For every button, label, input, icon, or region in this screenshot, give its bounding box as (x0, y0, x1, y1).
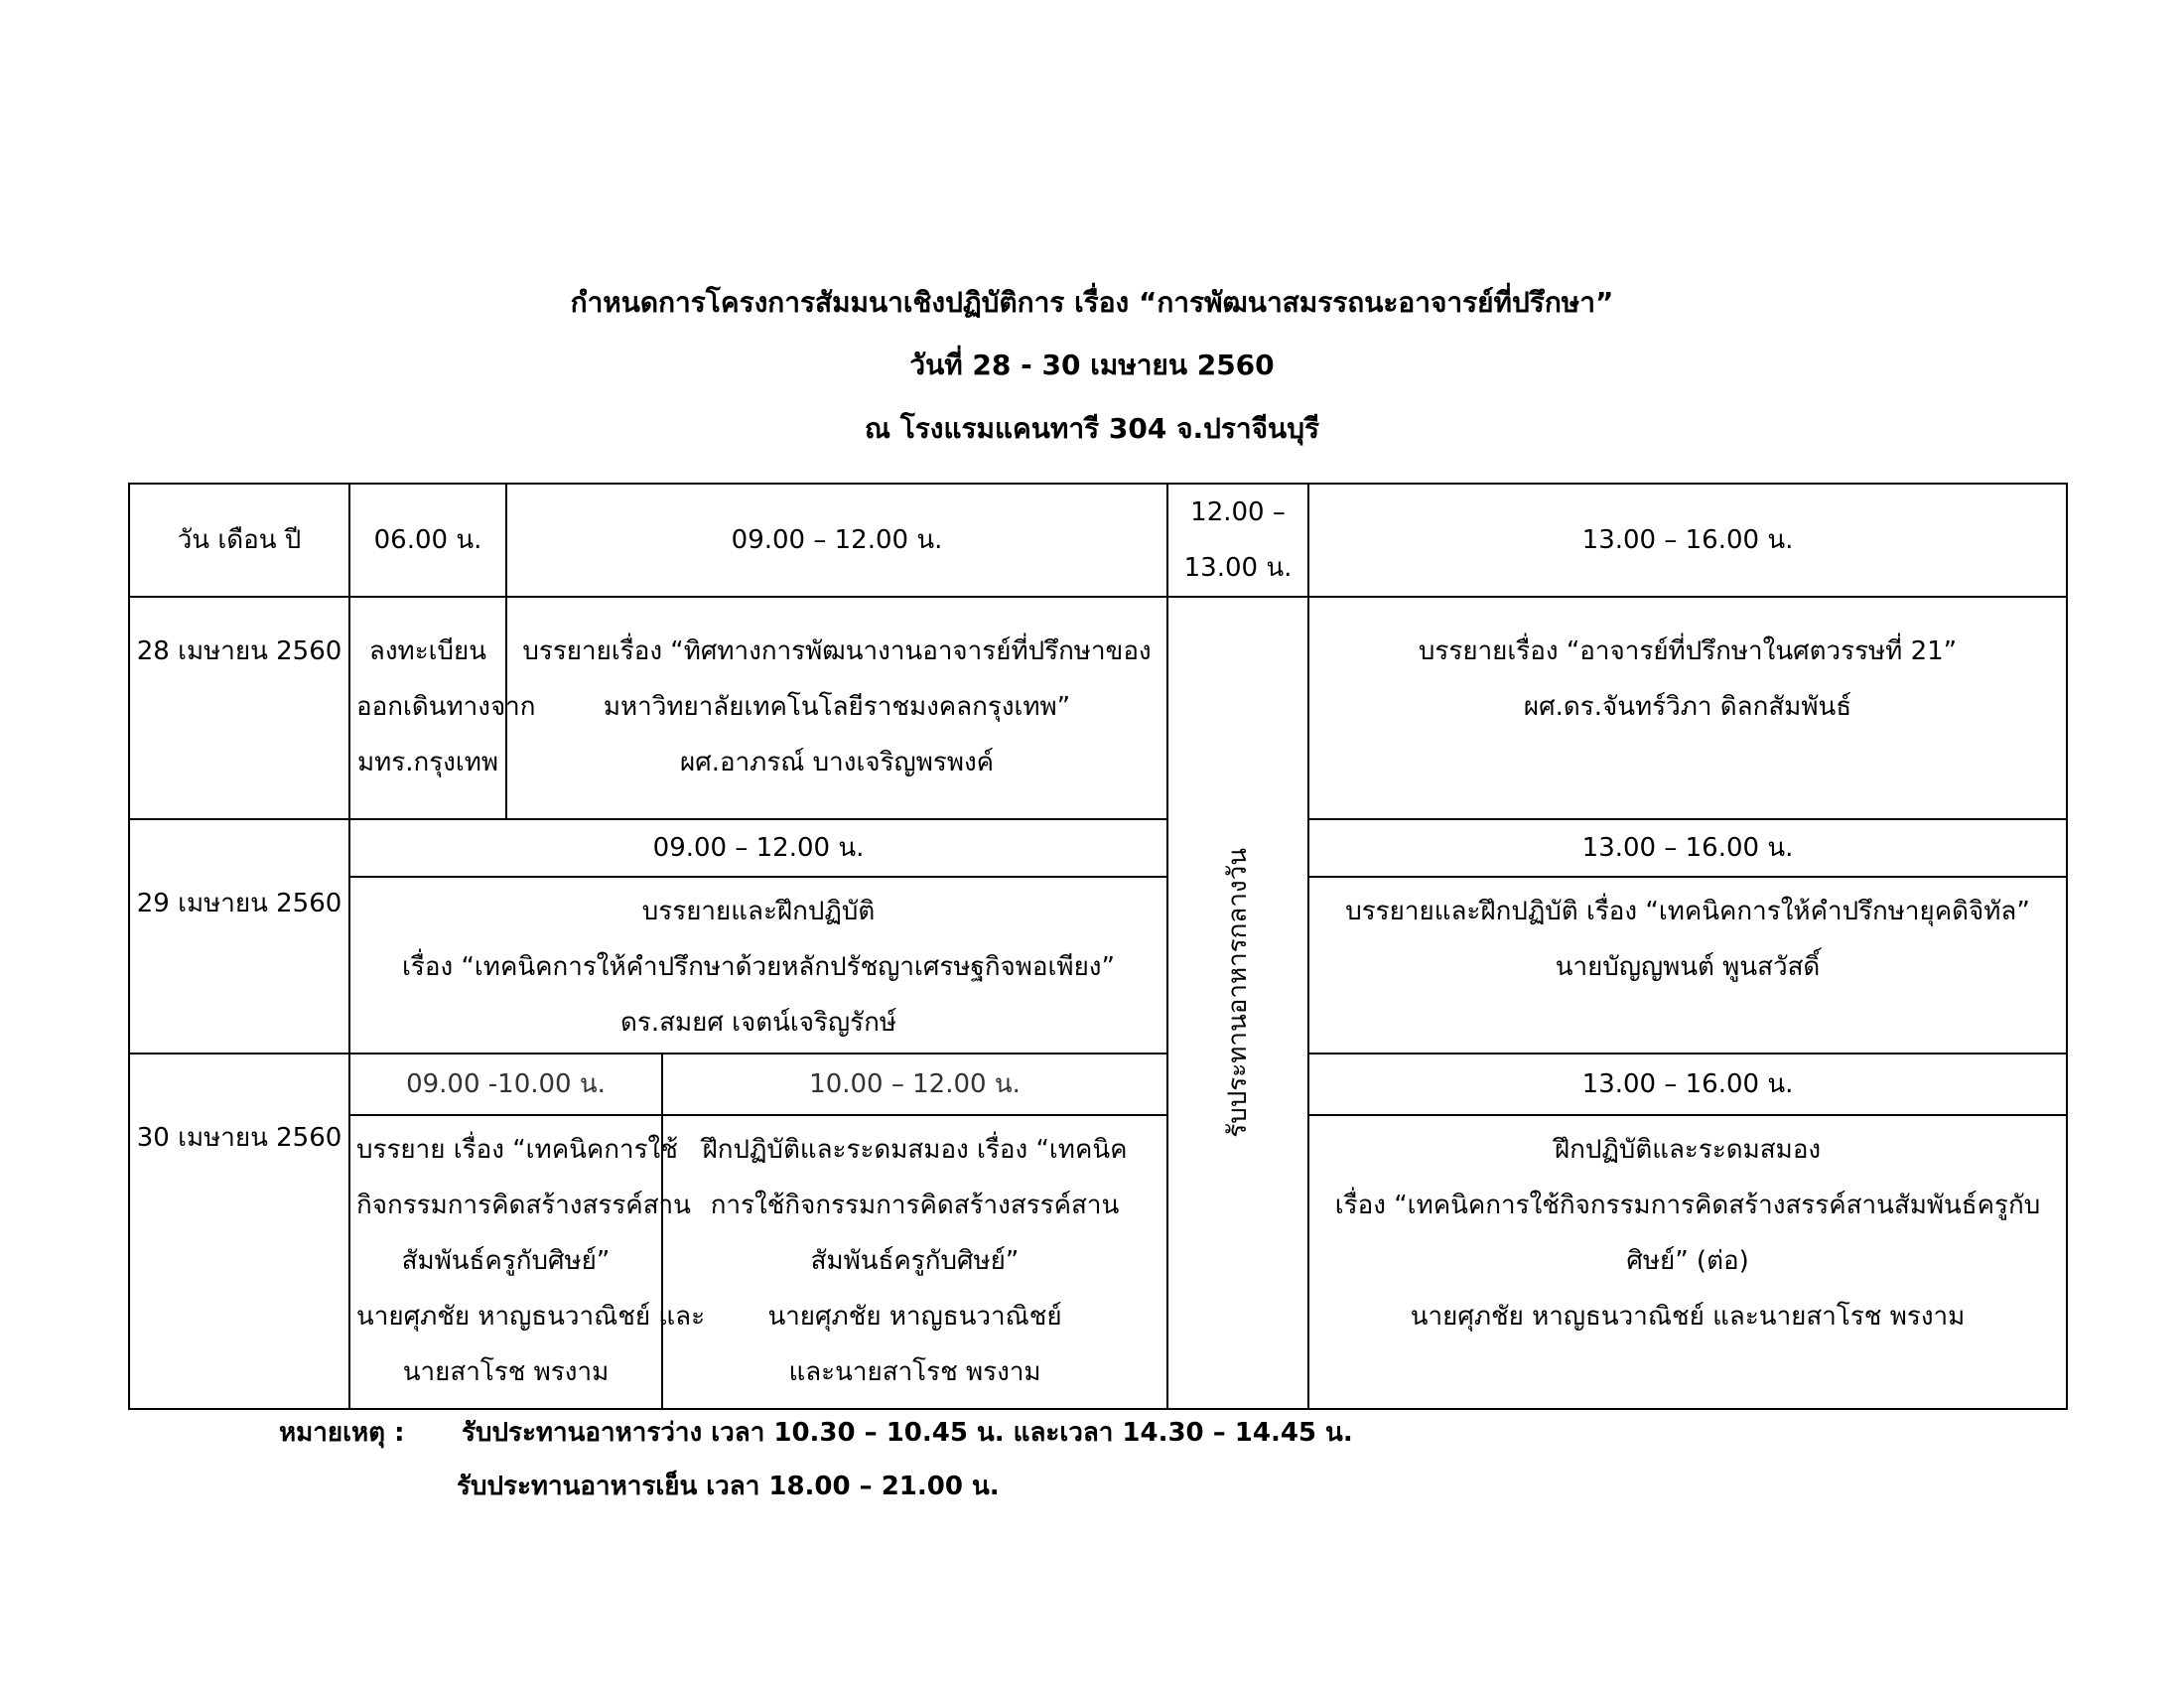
day2-am-line1: บรรยายและฝึกปฏิบัติ (641, 897, 876, 926)
document-venue: ณ โรงแรมแคนทารี 304 จ.ปราจีนบุรี (864, 412, 1320, 445)
day1-reg-line1: ลงทะเบียน (368, 636, 487, 666)
day3-pm-time: 13.00 – 16.00 น. (1308, 1054, 2067, 1115)
day3-pm-line3: ศิษย์” (ต่อ) (1626, 1246, 1749, 1276)
day3-afternoon (1308, 1115, 2067, 1409)
day3-time-a: 09.00 -10.00 น. (349, 1054, 662, 1115)
day2-pm-line1: บรรยายและฝึกปฏิบัติ เรื่อง “เทคนิคการให้คำปรึกษายุคดิจิทัล” (1345, 897, 2030, 926)
day2-pm-time: 13.00 – 16.00 น. (1308, 819, 2067, 877)
day2-date (129, 819, 349, 1054)
day2-am-time: 09.00 – 12.00 น. (349, 819, 1167, 877)
day2-afternoon (1308, 877, 2067, 1054)
day3-b-line2: การใช้กิจกรรมการคิดสร้างสรรค์สาน (710, 1191, 1120, 1220)
day1-morning (506, 597, 1167, 819)
day2-date-text: 29 เมษายน 2560 (136, 889, 342, 918)
day1-reg-line3: มทร.กรุงเทพ (356, 748, 499, 777)
header-1300-1600: 13.00 – 16.00 น. (1308, 484, 2067, 597)
day3-pm-line1: ฝึกปฏิบัติและระดมสมอง (1554, 1135, 1822, 1165)
day3-a-line2: กิจกรรมการคิดสร้างสรรค์สาน (356, 1191, 691, 1220)
day1-registration (349, 597, 536, 819)
document-date-range: วันที่ 28 - 30 เมษายน 2560 (909, 349, 1275, 381)
day3-b-line4: นายศุภชัย หาญธนวาณิชย์ (767, 1302, 1062, 1332)
header-row (129, 484, 2067, 597)
day3-session-a (349, 1115, 706, 1409)
day3-session-b (662, 1115, 1167, 1409)
day3-date (129, 1054, 349, 1409)
header-lunch-line2: 13.00 น. (1183, 553, 1293, 583)
day1-am-line3: ผศ.อาภรณ์ บางเจริญพรพงค์ (679, 748, 995, 777)
day3-a-line5: นายสาโรช พรงาม (402, 1357, 610, 1387)
day2-am-line2: เรื่อง “เทคนิคการให้คำปรึกษาด้วยหลักปรัชญาเศรษฐกิจพอเพียง” (402, 952, 1115, 982)
header-0600: 06.00 น. (349, 484, 506, 597)
day1-row (129, 597, 2067, 819)
day1-am-line2: มหาวิทยาลัยเทคโนโลยีราชมงคลกรุงเทพ” (603, 692, 1071, 722)
day3-b-line5: และนายสาโรช พรงาม (788, 1357, 1041, 1387)
note-label: หมายเหตุ : (279, 1418, 405, 1448)
lunch-label: รับประทานอาหารกลางวัน (1223, 848, 1254, 1138)
day3-a-line1: บรรยาย เรื่อง “เทคนิคการใช้ (356, 1135, 678, 1165)
day3-pm-line2: เรื่อง “เทคนิคการใช้กิจกรรมการคิดสร้างสรรค์สานสัมพันธ์ครูกับ (1334, 1191, 2041, 1220)
day3-a-line4: นายศุภชัย หาญธนวาณิชย์ และ (356, 1302, 706, 1332)
day3-b-line3: สัมพันธ์ครูกับศิษย์” (810, 1246, 1020, 1276)
day2-row (129, 877, 2067, 1054)
day2-am-line3: ดร.สมยศ เจตน์เจริญรักษ์ (620, 1008, 896, 1038)
note-snack: รับประทานอาหารว่าง เวลา 10.30 – 10.45 น. และเวลา 14.30 – 14.45 น. (462, 1418, 1353, 1448)
day2-time-row (129, 819, 2067, 877)
day1-afternoon (1308, 597, 2067, 819)
day3-time-b: 10.00 – 12.00 น. (662, 1054, 1167, 1115)
day1-pm-line1: บรรยายเรื่อง “อาจารย์ที่ปรึกษาในศตวรรษที่ 21” (1418, 636, 1958, 666)
day3-a-line3: สัมพันธ์ครูกับศิษย์” (401, 1246, 611, 1276)
day1-date: 28 เมษายน 2560 (129, 597, 349, 819)
day3-date-text: 30 เมษายน 2560 (136, 1123, 342, 1153)
header-lunch-line1: 12.00 – (1190, 497, 1286, 527)
header-0900-1200: 09.00 – 12.00 น. (506, 484, 1167, 597)
day1-am-line1: บรรยายเรื่อง “ทิศทางการพัฒนางานอาจารย์ที่ปรึกษาของ (522, 636, 1152, 666)
day2-pm-line2: นายบัญญพนต์ พูนสวัสดิ์ (1555, 952, 1821, 982)
header-date: วัน เดือน ปี (129, 484, 349, 597)
header-lunch (1167, 484, 1308, 597)
day1-reg-line2: ออกเดินทางจาก (356, 692, 536, 722)
day1-pm-line2: ผศ.ดร.จันทร์วิภา ดิลกสัมพันธ์ (1523, 692, 1852, 722)
day2-morning (349, 877, 1167, 1054)
schedule-table (128, 483, 2068, 1410)
day3-time-row (129, 1054, 2067, 1115)
note-dinner: รับประทานอาหารเย็น เวลา 18.00 – 21.00 น. (457, 1472, 1000, 1501)
day3-b-line1: ฝึกปฏิบัติและระดมสมอง เรื่อง “เทคนิค (702, 1135, 1128, 1165)
document-title: กำหนดการโครงการสัมมนาเชิงปฏิบัติการ เรื่อง “การพัฒนาสมรรถนะอาจารย์ที่ปรึกษา” (570, 286, 1614, 319)
lunch-column (1167, 597, 1308, 1409)
day3-pm-line4: นายศุภชัย หาญธนวาณิชย์ และนายสาโรช พรงาม (1410, 1302, 1966, 1332)
day3-row (129, 1115, 2067, 1409)
